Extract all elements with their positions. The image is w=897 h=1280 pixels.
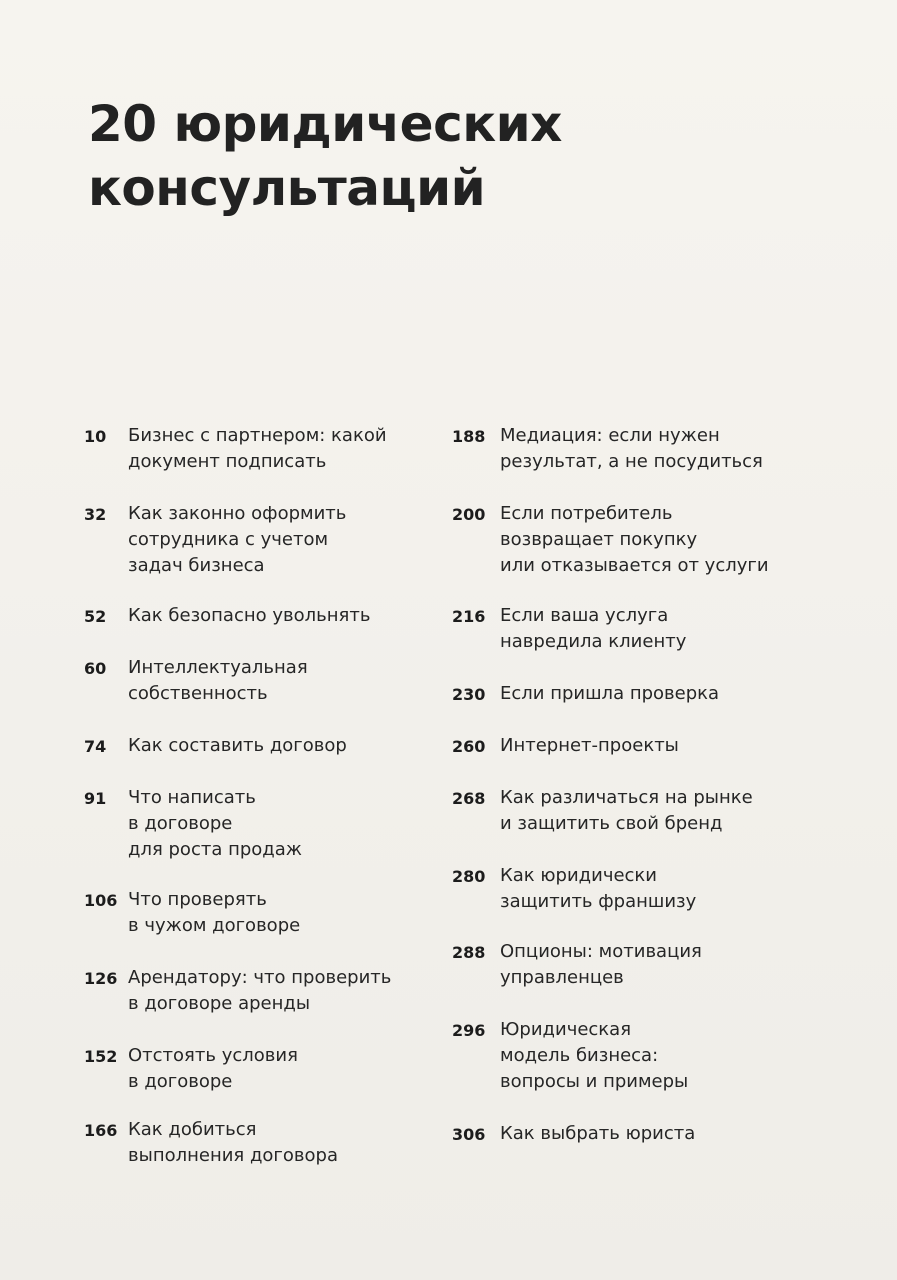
toc-page-number: 74 [84, 737, 107, 756]
toc-page-number: 126 [84, 969, 118, 988]
toc-entry [452, 785, 753, 837]
toc-page-number: 288 [452, 943, 486, 962]
toc-entry [452, 1017, 688, 1095]
toc-page-number: 188 [452, 427, 486, 446]
toc-entry [84, 785, 302, 863]
toc-entry-title: Опционы: мотивация управленцев [500, 941, 702, 988]
toc-entry [84, 733, 347, 760]
toc-page-number: 216 [452, 607, 486, 626]
toc-page-number: 260 [452, 737, 486, 756]
toc-entry-title: Отстоять условия в договоре [128, 1045, 298, 1092]
toc-page-number: 166 [84, 1121, 118, 1140]
title-line-1: 20 юридических [88, 95, 562, 153]
toc-entry [84, 603, 370, 630]
toc-entry-title: Бизнес с партнером: какой документ подписать [128, 425, 387, 472]
toc-page-number: 32 [84, 505, 107, 524]
toc-page-number: 230 [452, 685, 486, 704]
toc-entry [452, 423, 763, 475]
toc-entry [84, 1043, 298, 1095]
toc-entry-title: Юридическая модель бизнеса: вопросы и примеры [500, 1019, 689, 1092]
toc-entry-title: Интернет-проекты [500, 735, 679, 756]
toc-entry [84, 423, 387, 475]
toc-entry-title: Что проверять в чужом договоре [128, 889, 301, 936]
toc-entry-title: Как различаться на рынке и защитить свой бренд [500, 787, 753, 834]
toc-entry [452, 1121, 695, 1148]
toc-entry-title: Как законно оформить сотрудника с учетом задач бизнеса [128, 503, 347, 576]
toc-page-number: 106 [84, 891, 118, 910]
toc-page-number: 10 [84, 427, 107, 446]
toc-entry [84, 501, 346, 579]
toc-entry [84, 887, 300, 939]
toc-page-number: 52 [84, 607, 107, 626]
toc-entry-title: Как юридически защитить франшизу [500, 865, 697, 912]
toc-entry [452, 501, 769, 579]
toc-entry [84, 965, 391, 1017]
title-line-2: консультаций [88, 159, 486, 217]
toc-page-number: 268 [452, 789, 486, 808]
toc-entry [452, 939, 702, 991]
toc-page-number: 152 [84, 1047, 118, 1066]
toc-page-number: 296 [452, 1021, 486, 1040]
toc-entry [452, 863, 696, 915]
toc-page-number: 200 [452, 505, 486, 524]
toc-page-number: 91 [84, 789, 107, 808]
toc-entry [452, 681, 719, 708]
toc-entry [452, 603, 686, 655]
toc-entry-title: Что написать в договоре для роста продаж [128, 787, 302, 860]
toc-entry-title: Если потребитель возвращает покупку или отказывается от услуги [500, 503, 769, 576]
toc-entry [84, 655, 308, 707]
toc-entry-title: Как выбрать юриста [500, 1123, 696, 1144]
toc-entry-title: Как составить договор [128, 735, 347, 756]
toc-entry-title: Интеллектуальная собственность [128, 657, 308, 704]
toc-entry-title: Как безопасно увольнять [128, 605, 371, 626]
toc-page-number: 306 [452, 1125, 486, 1144]
toc-page-number: 280 [452, 867, 486, 886]
toc-entry-title: Арендатору: что проверить в договоре аренды [128, 967, 392, 1014]
toc-entry-title: Как добиться выполнения договора [128, 1119, 338, 1166]
toc-entry [84, 1117, 338, 1169]
toc-page-number: 60 [84, 659, 107, 678]
toc-entry-title: Медиация: если нужен результат, а не посудиться [500, 425, 763, 472]
page-title [88, 92, 562, 220]
toc-entry-title: Если ваша услуга навредила клиенту [500, 605, 687, 652]
toc-entry-title: Если пришла проверка [500, 683, 720, 704]
toc-entry [452, 733, 679, 760]
